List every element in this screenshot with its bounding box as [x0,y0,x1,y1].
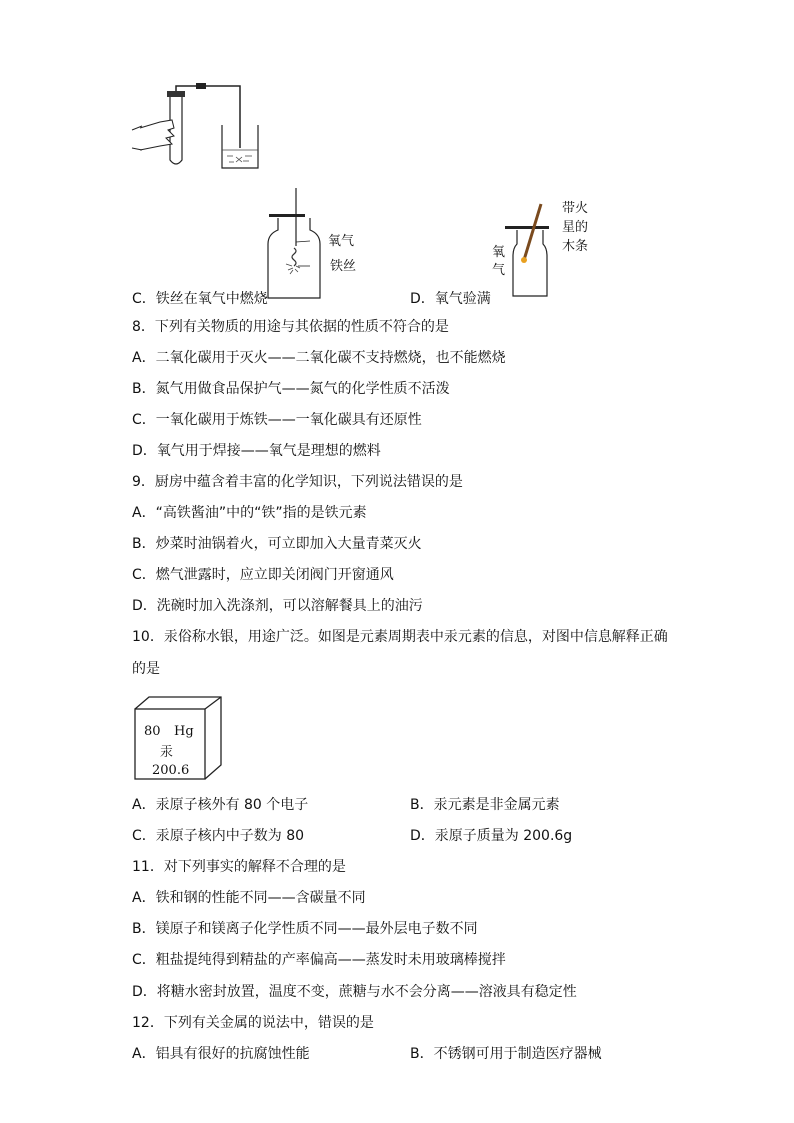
q10-option-b: B．汞元素是非金属元素 [410,797,560,813]
q10-option-d: D．汞原子质量为 200.6g [410,828,573,844]
label-oxygen: 氧气 [328,234,355,249]
element-atomic-mass: 200.6 [152,763,190,778]
q9-stem: 9．厨房中蕴含着丰富的化学知识，下列说法错误的是 [132,474,463,490]
label-oxygen-vertical-2: 气 [492,263,506,278]
q11-option-b: B．镁原子和镁离子化学性质不同——最外层电子数不同 [132,921,478,937]
q12-stem: 12．下列有关金属的说法中，错误的是 [132,1015,374,1031]
q12-option-b: B．不锈钢可用于制造医疗器械 [410,1046,602,1062]
q9-option-b: B．炒菜时油锅着火，可立即加入大量青菜灭火 [132,536,422,552]
q11-option-a: A．铁和钢的性能不同——含碳量不同 [132,890,366,906]
q10-stem-line2: 的是 [132,661,160,677]
q7-option-c: C．铁丝在氧气中燃烧 [132,291,268,307]
q8-stem: 8．下列有关物质的用途与其依据的性质不符合的是 [132,319,449,335]
q9-option-d: D．洗碗时加入洗涤剂，可以溶解餐具上的油污 [132,598,423,614]
q11-option-d: D．将糖水密封放置，温度不变，蔗糖与水不会分离——溶液具有稳定性 [132,984,577,1000]
q11-option-c: C．粗盐提纯得到精盐的产率偏高——蒸发时未用玻璃棒搅拌 [132,952,506,968]
label-glowing-splint-3: 木条 [562,239,589,254]
q8-option-d: D．氧气用于焊接——氧气是理想的燃料 [132,443,381,459]
q8-option-a: A．二氧化碳用于灭火——二氧化碳不支持燃烧，也不能燃烧 [132,350,506,366]
airtightness-check-figure [130,78,260,173]
q12-option-a: A．铝具有很好的抗腐蚀性能 [132,1046,310,1062]
label-glowing-splint-1: 带火 [562,201,589,216]
q10-option-c: C．汞原子核内中子数为 80 [132,828,305,844]
q8-option-b: B．氮气用做食品保护气——氮气的化学性质不活泼 [132,381,450,397]
element-symbol: Hg [174,724,194,739]
q11-stem: 11．对下列事实的解释不合理的是 [132,859,346,875]
label-glowing-splint-2: 星的 [562,220,589,235]
q9-option-c: C．燃气泄露时，应立即关闭阀门开窗通风 [132,567,394,583]
q9-option-a: A．“高铁酱油”中的“铁”指的是铁元素 [132,505,367,521]
element-atomic-number: 80 [144,724,161,739]
q7-option-d: D．氧气验满 [410,291,491,307]
label-iron-wire: 铁丝 [330,259,357,274]
q8-option-c: C．一氧化碳用于炼铁——一氧化碳具有还原性 [132,412,422,428]
oxygen-full-test-figure [503,200,563,300]
q10-stem-line1: 10．汞俗称水银，用途广泛。如图是元素周期表中汞元素的信息，对图中信息解释正确 [132,629,668,645]
element-name: 汞 [160,745,174,760]
q10-option-a: A．汞原子核外有 80 个电子 [132,797,309,813]
iron-wire-burning-figure [262,186,324,302]
label-oxygen-vertical-1: 氧 [492,245,506,260]
